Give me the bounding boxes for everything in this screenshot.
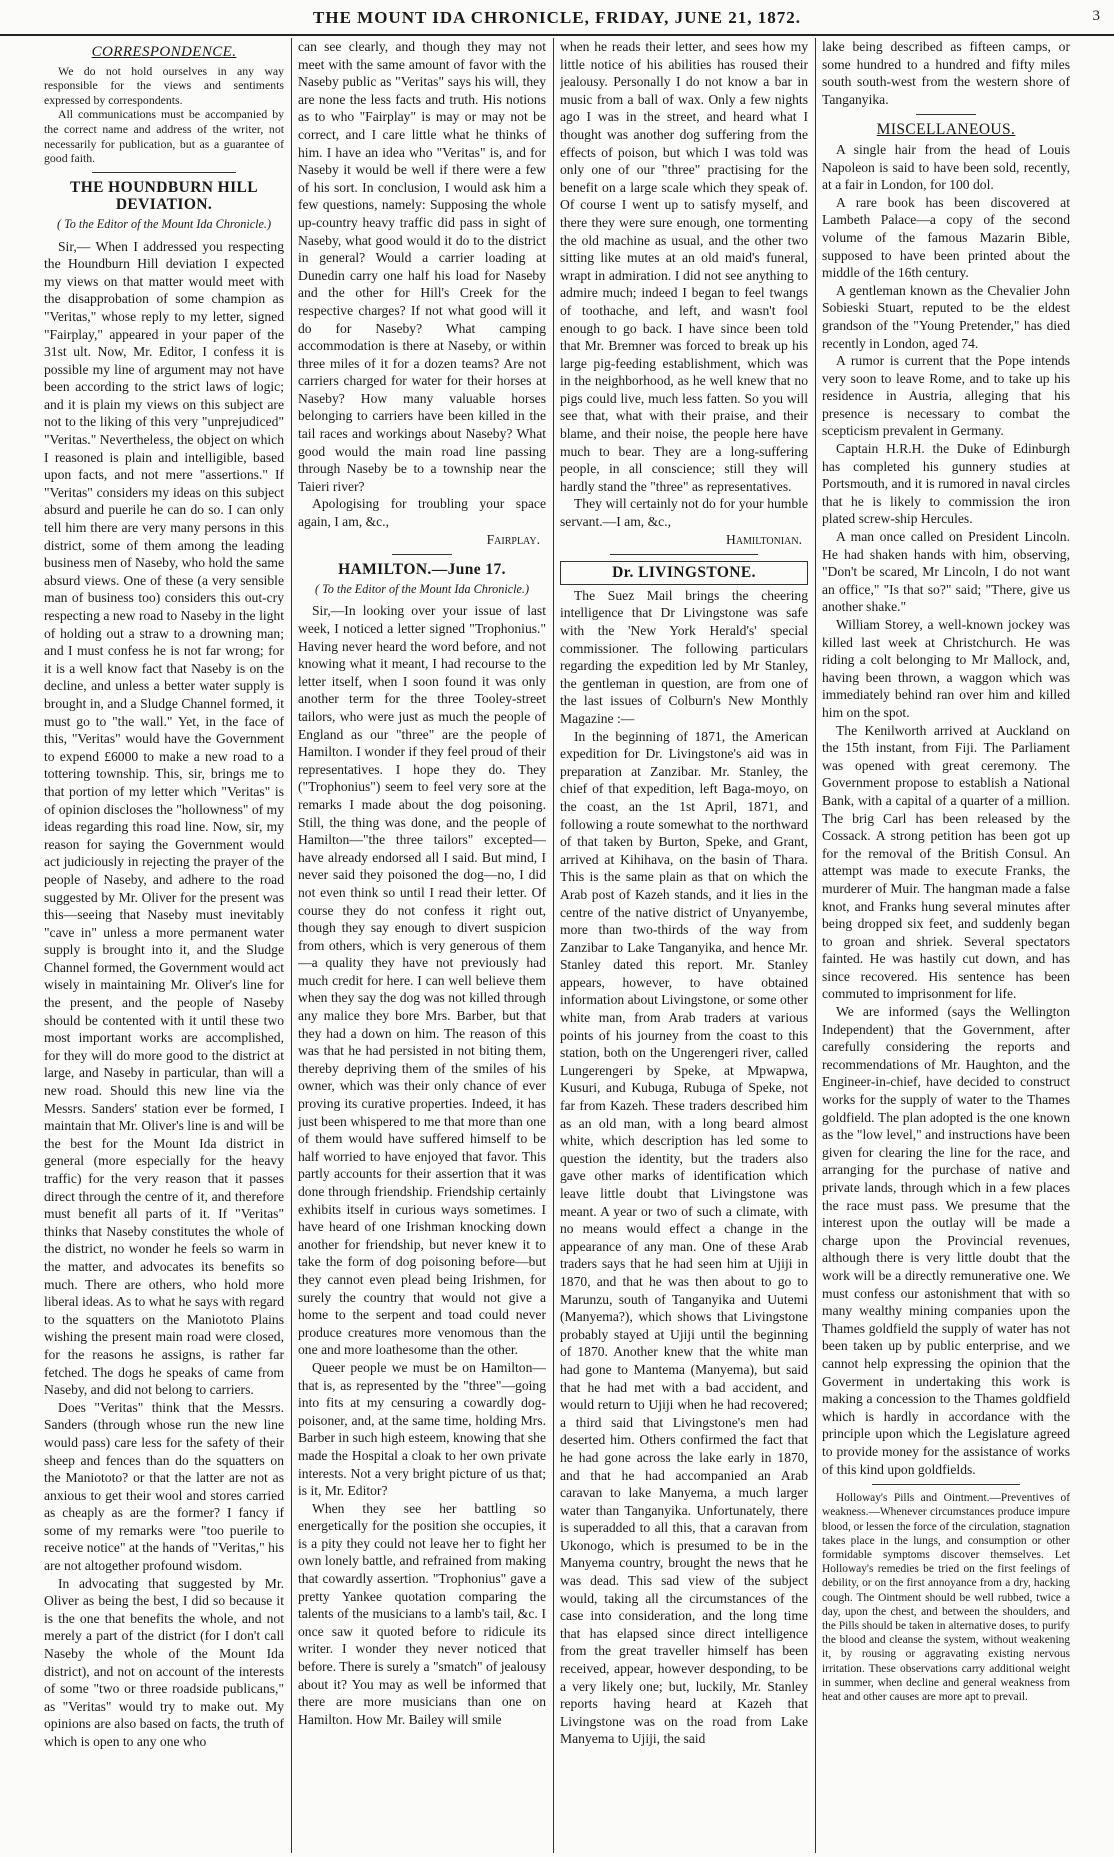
news-item: A single hair from the head of Louis Napoleon is said to have been sold, recently, at a fair in London, for 100 dol. [822, 141, 1070, 193]
letter-paragraph: when he reads their letter, and sees how my little notice of his abilities has roused their jealousy. Personally I do not know a bar in music from a ball of wax. Only a few nights ago I was in the street, and heard what I thought was another dog suffering from the effects of poison, but which I was told was only one of our "three" practising for the benefit on a large scale which they speak of. Of course I went up to satisfy myself, and there they were sure enough, one tormenting the old machine as usual, and the other two sitting like mutes at an old maid's funeral, wrapt in admiration. I did not see anything to admire much; indeed I began to feel twangs of toothache, and left, and wasn't fool enough to go back. I have since been told that Mr. Bremner was forced to break up his large pig-feeding establishment, which was in the neighborhood, as he well knew that no pigs could live, much less fatten. So you will see that, what with their praise, and their blame, and their noise, the people here have much to bear. They are a long-suffering people, in all conscience; still they will hardly stand the "three" as representatives. [560, 39, 808, 494]
letter-addressee: ( To the Editor of the Mount Ida Chronicle.) [314, 581, 530, 596]
news-item: A rare book has been discovered at Lambeth Palace—a copy of the second volume of the famous Mazarin Bible, supposed to have been printed about the middle of the 16th century. [822, 194, 1070, 281]
letter-paragraph: Queer people we must be on Hamilton—that is, as represented by the "three"—going into fits at my censuring a cowardly dog-poisoner, and, at the same time, holding Mrs. Barber in such high esteem, knowing that she made the Hospital a cloak to her own private interests. Not a very bright picture of us that; is it, Mr. Editor? [298, 1359, 546, 1499]
page-number: 3 [1092, 8, 1100, 24]
holloway-advertisement: Holloway's Pills and Ointment.—Preventives of weakness.—Whenever circumstances produce impure blood, or lessen the force of the circulation, stagnation takes place in the lungs, and consumption or other formidable symptoms discover themselves. Let Holloway's remedies be tried on the first feelings of debility, or on the first annoyance from a dry, hacking cough. The Ointment should be well rubbed, twice a day, upon the chest, and between the shoulders, and the Pills should be taken in alternative doses, to purify the blood and cleanse the system, without weakening it, by rousing or aggravating existing nervous irritation. These observations carry additional weight in summer, when decline and general weakness from heat and other causes are more apt to prevail. [822, 1492, 1070, 1703]
column-rule [815, 38, 816, 1853]
columns [0, 38, 1114, 1853]
newspaper-title: THE MOUNT IDA CHRONICLE, FRIDAY, JUNE 21, 1872. [313, 8, 801, 27]
letter-paragraph: When they see her battling so energetically for the position she occupies, it is a pity they could not leave her to fight her own lonely battle, and refrained from making that cowardly assertion. "Trophonius" gave a pretty Yankee quotation comparing the talents of the musicians to a lamb's tail, &c. I once saw it quoted before to ridicule its writer. I wonder they never noticed that before. There is surely a "smatch" of jealousy about it? You may as well be informed that there are more musicians than one on Hamilton. How Mr. Bailey will smile [298, 1500, 546, 1727]
divider [610, 554, 759, 555]
article-paragraph: In the beginning of 1871, the American expedition for Dr. Livingstone's aid was in preparation at Zanzibar. Mr. Stanley, the chief of that expedition, left Baga-moyo, on the coast, an the 1st April, 1871, and following a route somewhat to the northward of that taken by Burton, Speke, and Grant, arrived at Kihihava, on the basin of Thara. This is the same plain as that on which the Arab post of Kazeh stands, and it lies in the centre of the native district of Unyanyembe, more than two-thirds of the way from Zanzibar to Lake Tanganyika, and hence Mr. Stanley dated this report. Mr. Stanley appears, however, to have obtained information about Livingstone, or some other white man, from Arab traders at various points of his journey from the coast to this station, both on the Ungerengeri river, called Lungerengeri by Speke, at Mpwapwa, Kusuri, and Kubuga, Rubuga of Speke, not far from Kazeh. These traders described him as an old man, with a long beard almost white, which description has led some to question the identity, but the traders also gave other marks of identification which leave little doubt that Livingstone was meant. A year or two of such a climate, with no means would effect a change in the appearance of any man. One of these Arab traders says that he had seen him at Ujiji in 1870, and that he was then about to go to Marunzu, south of Tanganyika and Uutemi (Manyema?), which shows that Livingstone probably stayed at Ujiji until the beginning of 1870. Another knew that the white man had gone to Mantema (Manyema), but said that he had met with a bad accident, and would return to Ujiji when he had recovered; a third said that Livingstone's men had deserted him. Others confirmed the fact that he had gone across the lake early in 1870, and that he had accompanied an Arab caravan to lake Manyema, a much larger water than Tanganyika. Unfortunately, there is superadded to all this, that a caravan from Ukonogo, which is presumed to be in the Manyema country, brought the news that he was dead. This sad view of the subject would, taking all the circumstances of the case into consideration, and the long time that has elapsed since direct intelligence from the great traveller himself has been received, appear, however desponding, to be a very likely one; but, luckily, Mr. Stanley reports having heard at Kazeh that Livingstone was on the road from Lake Manyema to Ujiji, the said [560, 728, 808, 1747]
divider [872, 1484, 1021, 1485]
article-paragraph: The Suez Mail brings the cheering intelligence that Dr Livingstone was safe with the 'New York Herald's' special commissioner. The following particulars regarding the expedition led by Mr Stanley, the gentleman in question, are from one of the last issues of Colburn's New Monthly Magazine :— [560, 587, 808, 726]
letter-paragraph: Sir,—In looking over your issue of last week, I noticed a letter signed "Trophonius." Having never heard the word before, and not knowing what it meant, I had recourse to the letter itself, when I soon found it was only another term for the three Tooley-street tailors, who were just as much the people of England as our "three" are the people of Hamilton. I wonder if they feel proud of their representatives. I hope they do. They ("Trophonius") seem to feel very sore at the remarks I made about the dog poisoning. Still, the thing was done, and the people of Hamilton—"the three tailors" excepted—have already endorsed all I said. But mind, I never said they poisoned the dog—no, I did not even think so until I read their letter. Of course they do not confess it right out, though they say enough to divert suspicion from others, which is very generous of them—a quality they have not previously had much credit for here. I can well believe them when they say the dog was not killed through any malice they bore Mrs. Barber, but that they had a down on him. The reason of this was that he had persisted in not biting them, thereby depriving them of the smiles of his owner, which was their only chance of ever proving its curative properties. Indeed, it has just been whispered to me that more than one of them would have suffered himself to be half worried to have enjoyed that favor. This partly accounts for their assertion that it was done through friendship. Friendship certainly exhibits itself in curious ways sometimes. I have heard of one Irishman knocking down another for friendship, but never knew it to take the form of dog poisoning before—but they cannot even plead being Irishmen, for surely the country that would not give a home to the serpent and toad could never produce creatures more venomous than the one and more loathesome than the other. [298, 603, 546, 1358]
letter-title-houndburn: THE HOUNDBURN HILL DEVIATION. [69, 178, 259, 214]
column-2 [298, 38, 546, 1853]
news-item: William Storey, a well-known jockey was killed last week at Christchurch. He was riding a colt belonging to Mr Mallock, and, having been thrown, a waggon which was immediately behind ran over him and killed him on the spot. [822, 617, 1070, 720]
livingstone-heading: Dr. LIVINGSTONE. [560, 561, 808, 585]
news-item: We are informed (says the Wellington Independent) that the Government, after carefully considering the reports and recommendations of Mr. Haughton, and the Engineer-in-chief, have decided to construct works for the supply of water to the Thames goldfield. The plan adopted is the one known as the "low level," and instructions have been given for clearing the line for the race, and arranging for the purchase of native and private lands, through which in a few places the race must pass. We presume that the interest upon the outlay will be made a charge upon the Provincial revenues, although there is very little doubt that the work will be a directly remunerative one. We must confess our astonishment that with so many wealthy mining companies upon the Thames goldfield the supply of water has not been taken up by public enterprise, and we cannot help expressing the opinion that the Goverment in undertaking this work is making a concession to the Thames goldfield which is hardly in accordance with the principle upon which the Legislature agreed to provide money for the assistance of works of this kind upon goldfields. [822, 1004, 1070, 1477]
letter-title-hamilton: HAMILTON.—June 17. [338, 561, 506, 579]
news-item: A rumor is current that the Pope intends very soon to leave Rome, and to take up his residence in Austria, alleging that his presence is necessary to combat the scepticism prevalent in Germany. [822, 353, 1070, 439]
column-1 [44, 38, 284, 1853]
news-item: A gentleman known as the Chevalier John Sobieski Stuart, reputed to be the eldest grandson of the "Young Pretender," has died recently in London, aged 74. [822, 282, 1070, 351]
column-rule [291, 38, 292, 1853]
signature-hamiltonian: Hamiltonian. [726, 531, 802, 547]
letter-paragraph: In advocating that suggested by Mr. Oliver as being the best, I did so because it is the one that benefits the whole, and not merely a part of the district (for I don't call Naseby the whole of the Mount Ida district), and not on account of the interests of some "two or three roadside publicans," as "Veritas" would try to make out. My opinions are also based on facts, the truth of which is open to any one who [44, 1575, 284, 1749]
letter-closing: They will certainly not do for your humble servant.—I am, &c., [560, 496, 808, 530]
correspondence-heading: CORRESPONDENCE. [91, 44, 237, 60]
column-rule [553, 38, 554, 1853]
column-3 [560, 38, 808, 1853]
signature-fairplay: Fairplay. [486, 531, 540, 547]
news-item: The Kenilworth arrived at Auckland on the 15th instant, from Fiji. The Parliament was opened with great ceremony. The Government propose to establish a National Bank, with a capital of a quarter of a million. The brig Carl has been released by the Cossack. A strong petition has been got up for the removal of the British Consul. An attempt was made to execute Franks, the murderer of Muir. The hangman made a false knot, and Franks hung several minutes after being dropped six feet, and suddenly began to groan and shriek. Several spectators fainted. He was hastily cut down, and has since recovered. His sentence has been commuted to imprisonment for life. [822, 722, 1070, 1002]
divider [916, 114, 976, 115]
letter-paragraph: Does "Veritas" think that the Messrs. Sanders (through whose run the new line would pass) care less for the safety of their sheep and fences than do the squatters on the Maniototo? or that the latter are not as anxious to get their wool and stores carried as cheaply as are the former? I fancy if some of my remarks were "too puerile to receive notice" at the hands of "Veritas," his are not altogether profound wisdom. [44, 1399, 284, 1574]
divider [392, 554, 452, 555]
letter-closing: Apologising for troubling your space again, I am, &c., [298, 496, 546, 530]
divider [92, 172, 236, 173]
masthead [0, 0, 1114, 36]
miscellaneous-heading: MISCELLANEOUS. [876, 121, 1016, 139]
news-item: A man once called on President Lincoln. He had shaken hands with him, observing, "Don't be scared, Mr Lincoln, I do not want an office," "Is that so?" said; "There, give us another shake." [822, 529, 1070, 615]
editor-notice-1: We do not hold ourselves in any way responsible for the views and sentiments expressed by correspondents. [44, 63, 284, 107]
news-item: Captain H.R.H. the Duke of Edinburgh has completed his gunnery studies at Portsmouth, and it is rumored in naval circles that he is likely to commission the iron plated screw-ship Hercules. [822, 441, 1070, 527]
article-paragraph: lake being described as fifteen camps, or some hundred to a hundred and fifty miles south south-west from the western shore of Tanganyika. [822, 39, 1070, 107]
column-4 [822, 38, 1070, 1853]
letter-paragraph: can see clearly, and though they may not meet with the same amount of favor with the Naseby public as "Veritas" says his will, they are none the less facts and truth. His notions as to who "Fairplay" is may or may not be correct, and I care little what he thinks of him. I have an idea who "Veritas" is, and for Naseby it would be well if there were a few of his sort. In conclusion, I would ask him a few questions, namely: Supposing the whole up-country heavy traffic did pass in sight of Naseby, what good would it do to the district in general? Would a carrier loading at Dunedin carry one half his load for Naseby and the other for Hill's Creek for the respective charges? If not what good will it do for Naseby? What camping accommodation is there at Naseby, or within three miles of it for a dozen teams? Are not carriers charged for water for their horses at Naseby? How many valuable horses belonging to carriers have been killed in the tail races and workings about Naseby? What good would the main road line passing through Naseby be to a township near the Taieri river? [298, 39, 546, 494]
editor-notice-2: All communications must be accompanied by the correct name and address of the writer, not necessarily for publication, but as a guarantee of good faith. [44, 107, 284, 166]
letter-addressee: ( To the Editor of the Mount Ida Chronicle.) [56, 216, 272, 231]
letter-paragraph: Sir,— When I addressed you respecting the Houndburn Hill deviation I expected my views on that matter would meet with the disapprobation of some champion as "Veritas," whose reply to my letter, signed "Fairplay," appeared in your paper of the 31st ult. Now, Mr. Editor, I confess it is possible my line of argument may not have been according to the strict laws of logic; and it is plain my views on this subject are not to the liking of this very "unprejudiced" "Veritas." Nevertheless, the object on which I reasoned is plain and intelligible, based upon facts, and not mere "assertions." If "Veritas" considers my ideas on this subject absurd and puerile he can do so. I can only tell him there are very many persons in this district, some of them among the leading business men of Naseby, who hold the same absurd views. One of these (a very sensible man of business too) considers this out-cry respecting a new road to Naseby in the light of holding out a straw to a drowning man; and I must confess he is not far wrong; for it is a well know fact that Naseby is on the decline, and unless a better water supply is brought in, and a Sludge Channel formed, it must go to "the wall." Yet, in the face of this, "Veritas" would have the Government to expend £6000 to make a new road to a tottering township. This, sir, brings me to that portion of my letter which "Veritas" is of opinion discloses the "hollowness" of my ideas regarding this road line. Now, sir, my reason for saying the Government would act judiciously in rejecting the prayer of the people of Naseby, and adhere to the road suggested by Mr. Oliver for the present was this—seeing that Naseby must inevitably "cave in" unless a more permanent water supply is brought into it, and the Sludge Channel formed, the Government would act wisely in maintaining Mr. Oliver's line for the present, and the people of Naseby should be contented with it until these two most important works are accomplished, for they will do more good to the district at large, and Naseby in particular, than will a new road. Should this new line via the Messrs. Sanders' station ever be formed, I maintain that Mr. Oliver's line is and will be the best for the Mount Ida district in general (more especially for the heavy traffic) for the very reason that it passes direct through the centre of it, and therefore must benefit all parts of it. If "Veritas" thinks that Naseby constitutes the whole of the district, no wonder he feels so warm in the matter, and advocates its benefits so much. There are others, who hold more liberal ideas. As to what he says with regard to the squatters on the Maniototo Plains wishing the present main road were closed, for the reasons he assigns, is rather far fetched. The dogs he speaks of came from Naseby, and did not belong to carriers. [44, 238, 284, 1398]
